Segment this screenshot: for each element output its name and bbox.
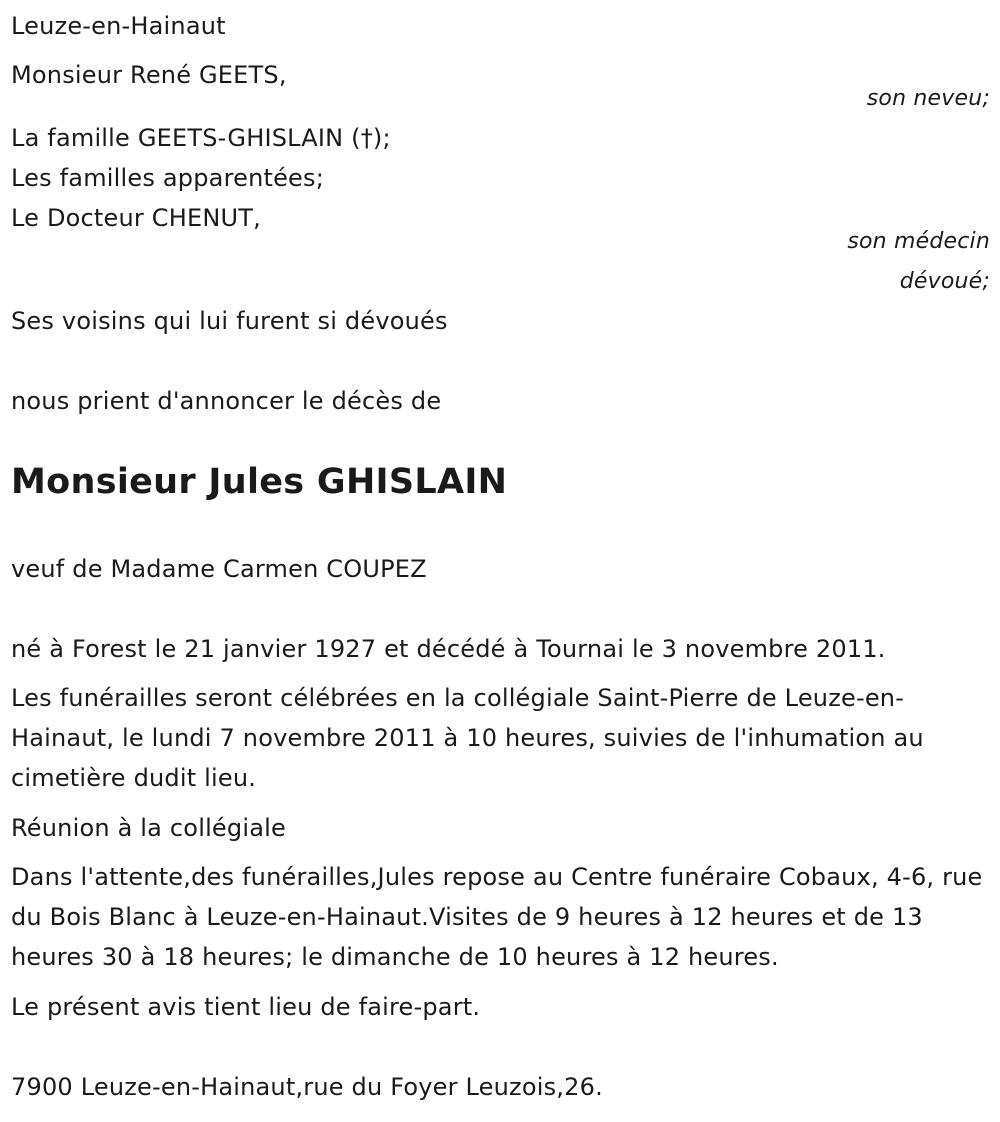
address: 7900 Leuze-en-Hainaut,rue du Foyer Leuzois,26.: [11, 1073, 603, 1101]
funeral-details: Les funérailles seront célébrées en la collégiale Saint-Pierre de Leuze-en-Hainaut, le lundi 7 novembre 2011 à 10 heures, suivies de l'inhumation au cimetière dudit lieu.: [11, 684, 924, 792]
notice-text: Le présent avis tient lieu de faire-part.: [11, 993, 481, 1021]
family-line-doctor: Le Docteur CHENUT,: [11, 204, 261, 232]
birth-death-dates: né à Forest le 21 janvier 1927 et décédé à Tournai le 3 novembre 2011.: [11, 635, 886, 663]
family-line-related: Les familles apparentées;: [11, 164, 325, 192]
role-doctor-b: dévoué;: [899, 269, 990, 294]
city-heading: Leuze-en-Hainaut: [11, 12, 226, 40]
visit-details: Dans l'attente,des funérailles,Jules repose au Centre funéraire Cobaux, 4-6, rue du Bois Blanc à Leuze-en-Hainaut.Visites de 9 heures à 12 heures et de 13 heures 30 à 18 heures; le dimanche de 10 heures à 12 heures.: [11, 863, 983, 971]
family-line-nephew: Monsieur René GEETS,: [11, 61, 287, 89]
role-nephew: son neveu;: [866, 86, 990, 111]
widow-of: veuf de Madame Carmen COUPEZ: [11, 555, 427, 583]
deceased-name: Monsieur Jules GHISLAIN: [11, 462, 508, 502]
role-doctor-a: son médecin: [847, 229, 990, 254]
family-line-geets-ghislain: La famille GEETS-GHISLAIN (†);: [11, 124, 391, 152]
announcement-intro: nous prient d'annoncer le décès de: [11, 387, 442, 415]
family-line-neighbours: Ses voisins qui lui furent si dévoués: [11, 307, 448, 335]
meeting-place: Réunion à la collégiale: [11, 814, 286, 842]
